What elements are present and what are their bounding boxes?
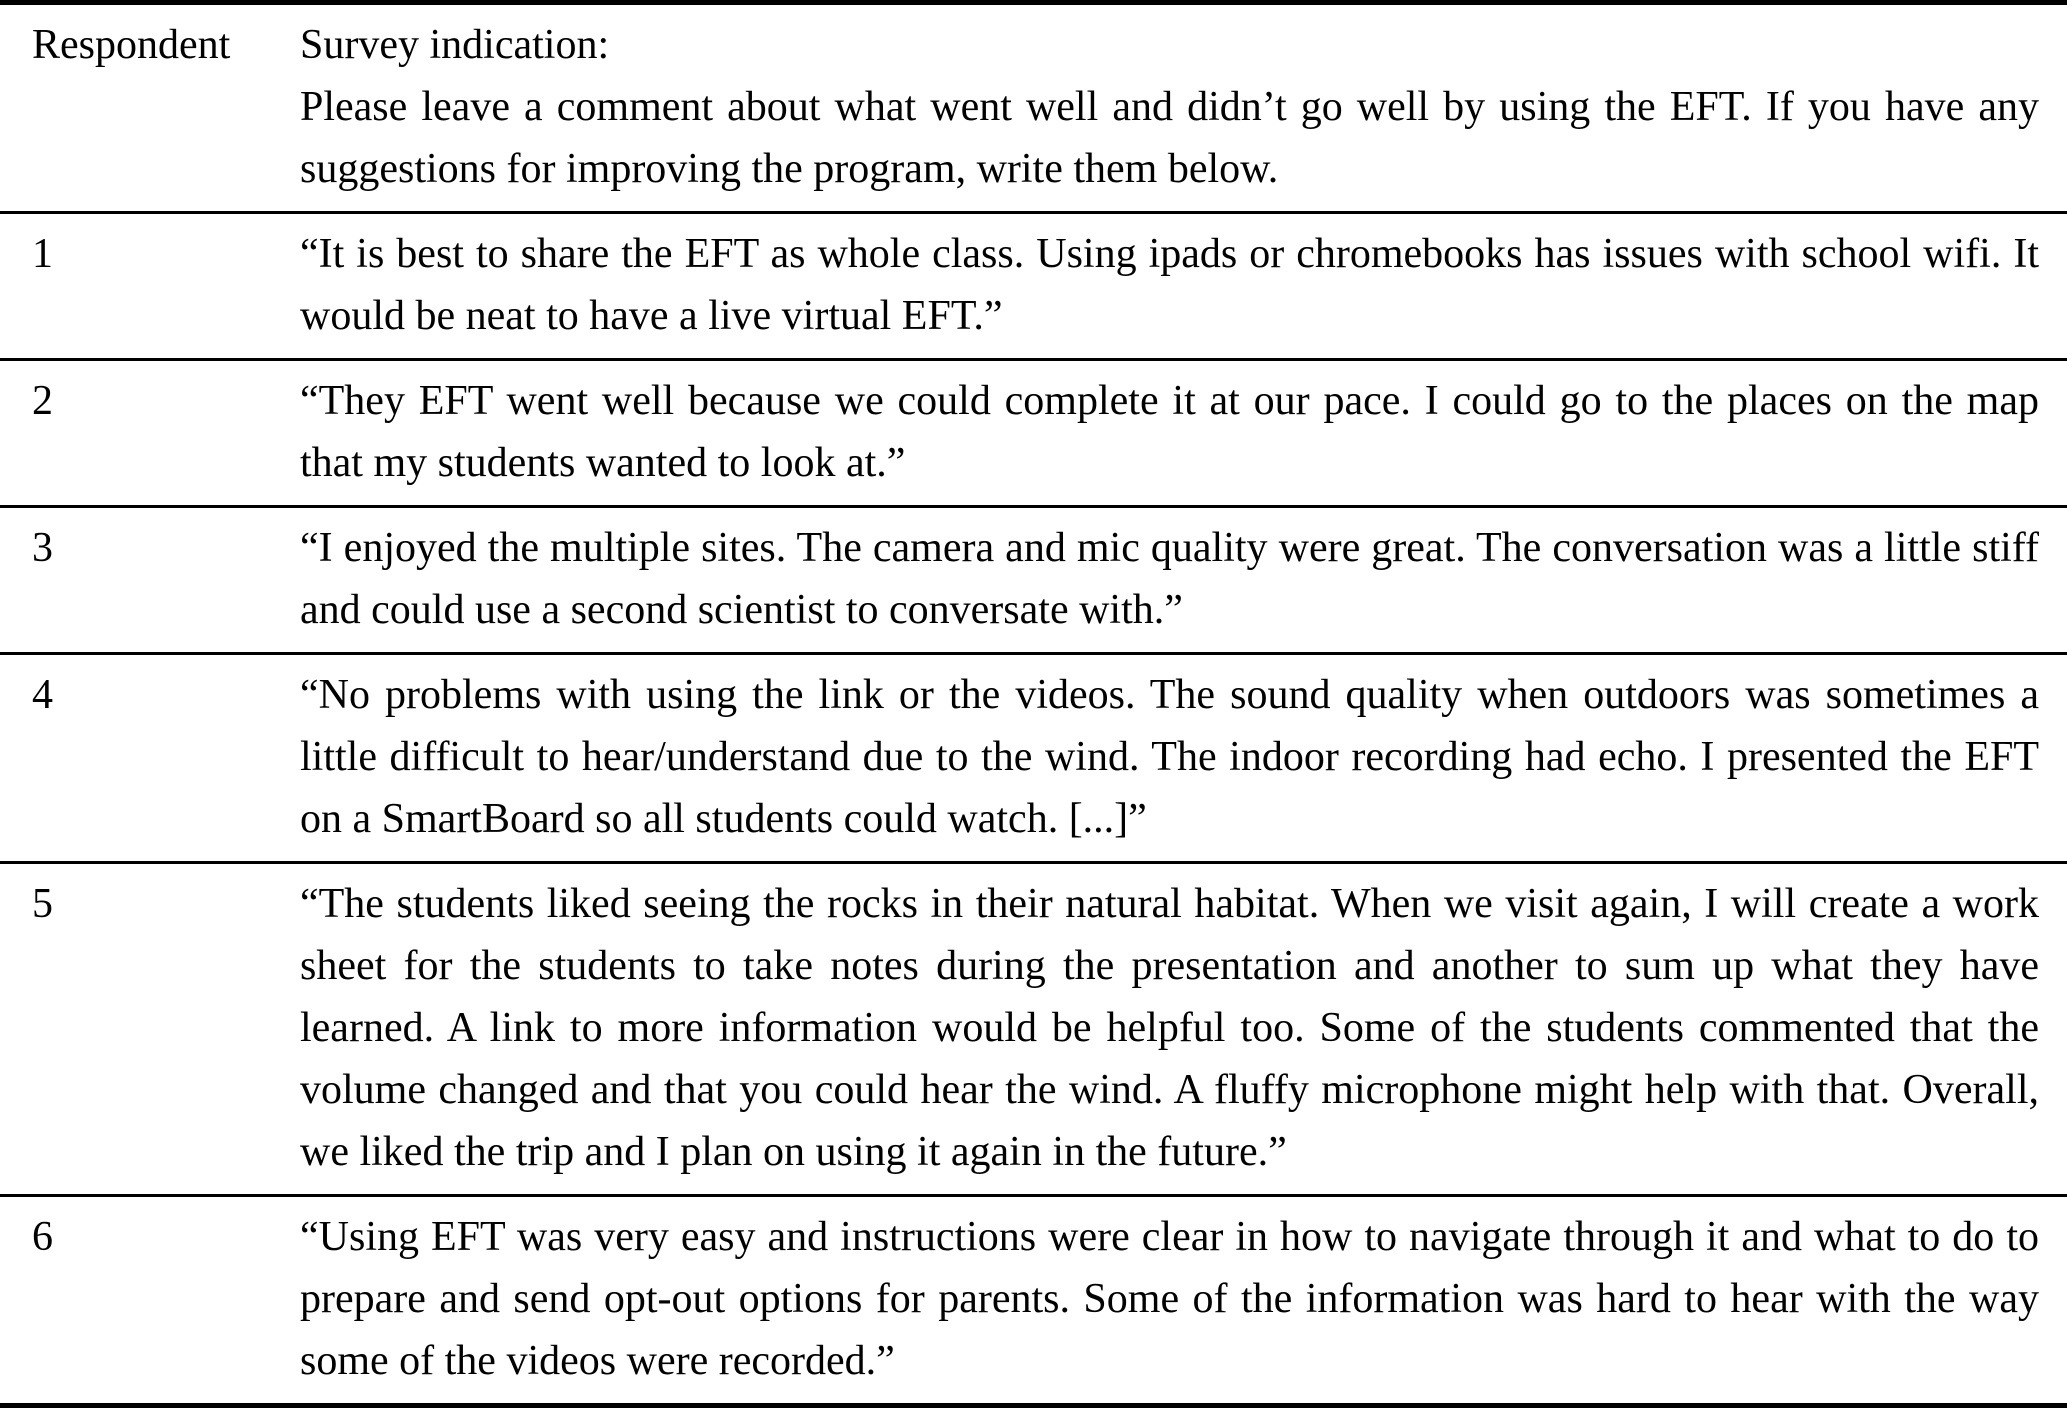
survey-indication-description: Please leave a comment about what went well and didn’t go well by using the EFT. If you have any suggestions for improving the program, write them below. (300, 84, 2039, 192)
respondent-id: 4 (32, 672, 53, 718)
table-header-row (0, 3, 2067, 213)
respondent-comment: “They EFT went well because we could complete it at our pace. I could go to the places on the map that my students wanted to look at.” (300, 378, 2039, 486)
respondent-comment: “I enjoyed the multiple sites. The camera and mic quality were great. The conversation was a little stiff and could use a second scientist to conversate with.” (300, 525, 2039, 633)
table-row (0, 863, 2067, 1196)
respondent-id: 5 (32, 881, 53, 927)
survey-indication-column-header (300, 3, 2067, 213)
table-row (0, 213, 2067, 360)
table-row (0, 1196, 2067, 1406)
table-row (0, 360, 2067, 507)
respondent-comment: “No problems with using the link or the videos. The sound quality when outdoors was sometimes a little difficult to hear/understand due to the wind. The indoor recording had echo. I presented the EFT on a SmartBoard so all students could watch. [...]” (300, 672, 2039, 842)
respondent-id: 2 (32, 378, 53, 424)
respondent-comment: “It is best to share the EFT as whole class. Using ipads or chromebooks has issues with school wifi. It would be neat to have a live virtual EFT.” (300, 231, 2039, 339)
respondent-id: 6 (32, 1214, 53, 1260)
survey-indication-title: Survey indication: (300, 22, 610, 68)
table-row (0, 654, 2067, 863)
respondent-id: 1 (32, 231, 53, 277)
respondent-comment: “The students liked seeing the rocks in their natural habitat. When we visit again, I will create a work sheet for the students to take notes during the presentation and another to sum up what they have learned. A link to more information would be helpful too. Some of the students commented that the volume changed and that you could hear the wind. A fluffy microphone might help with that. Overall, we liked the trip and I plan on using it again in the future.” (300, 881, 2039, 1175)
respondent-id: 3 (32, 525, 53, 571)
respondent-comment: “Using EFT was very easy and instructions were clear in how to navigate through it and what to do to prepare and send opt-out options for parents. Some of the information was hard to hear with the way some of the videos were recorded.” (300, 1214, 2039, 1384)
respondent-column-header: Respondent (32, 22, 231, 68)
table-row (0, 507, 2067, 654)
